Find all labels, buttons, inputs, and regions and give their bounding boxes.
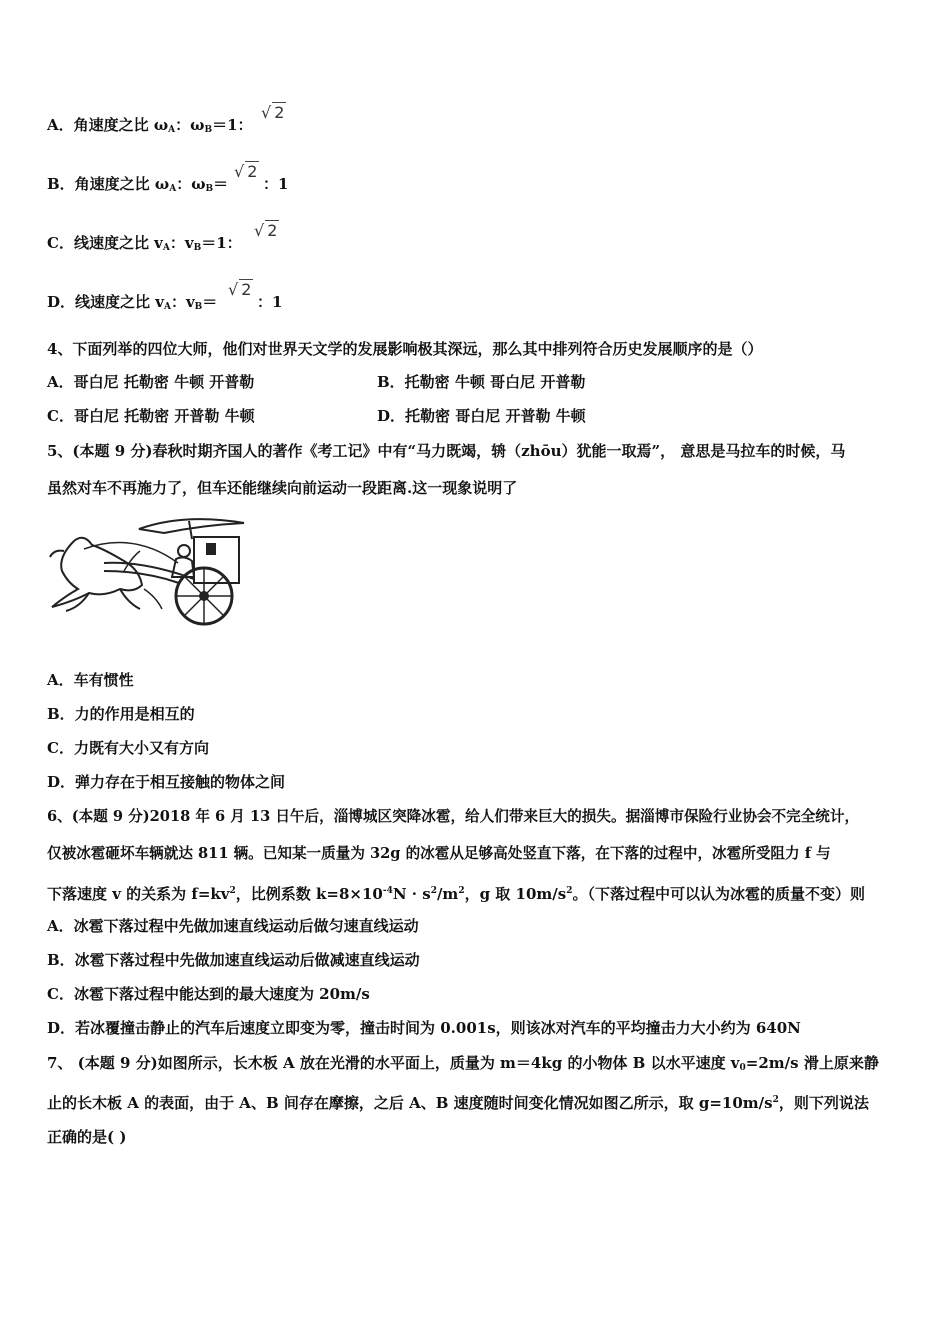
q6-stem-line3: 下落速度 v 的关系为 $f=kv^2$，比例系数 $k=8\times 10^{-4}N \cdot s^2/m^2$，g 取 $10m/s^2$。（下落过程中可以认为冰雹的质量不变）则 (47, 885, 865, 903)
q4-option-a: A．哥白尼 托勒密 牛顿 开普勒 (47, 373, 255, 391)
q6-option-d: D．若冰覆撞击静止的汽车后速度立即变为零，撞击时间为 0.001s，则该冰对汽车的平均撞击力大小约为 640N (47, 1019, 801, 1037)
q4-option-d: D．托勒密 哥白尼 开普勒 牛顿 (377, 407, 586, 425)
q3-option-b: B．角速度之比 $\omega_A$：$\omega_B=$ (47, 175, 229, 194)
horse-chariot-illustration (44, 511, 249, 636)
q7-stem-line1: 7、 (本题 9 分)如图所示，长木板 A 放在光滑的水平面上，质量为 m＝4kg 的小物体 B 以水平速度 $v_0=2m/s$ 滑上原来静 (47, 1054, 879, 1073)
q5-stem-line2: 虽然对车不再施力了，但车还能继续向前运动一段距离.这一现象说明了 (47, 479, 518, 497)
q5-stem-line1: 5、(本题 9 分)春秋时期齐国人的著作《考工记》中有“马力既竭，辀（zhōu）犹能一取焉”， 意思是马拉车的时候，马 (47, 442, 846, 460)
sqrt-symbol: √ 2 (261, 103, 285, 122)
q6-option-c: C．冰雹下落过程中能达到的最大速度为 20m/s (47, 985, 370, 1003)
sqrt-symbol: √ 2 (254, 221, 278, 240)
q4-stem: 4、下面列举的四位大师，他们对世界天文学的发展影响极其深远，那么其中排列符合历史发展顺序的是（） (47, 340, 763, 358)
q7-stem-line3: 正确的是( ) (47, 1128, 127, 1146)
q4-option-c: C．哥白尼 托勒密 开普勒 牛顿 (47, 407, 255, 425)
q6-stem-line2: 仅被冰雹砸坏车辆就达 811 辆。已知某一质量为 32g 的冰雹从足够高处竖直下落，在下落的过程中，冰雹所受阻力 f 与 (47, 845, 831, 862)
q3-option-d: D．线速度之比 $v_A$：$v_B=$ (47, 293, 218, 312)
q3-option-d-after: ：1 (257, 293, 283, 311)
sqrt-symbol: √ 2 (228, 280, 252, 299)
q3-option-b-after: ：1 (263, 175, 289, 193)
q4-option-b: B．托勒密 牛顿 哥白尼 开普勒 (377, 373, 586, 391)
q3-option-c: C．线速度之比 $v_A$：$v_B=1$： (47, 234, 242, 253)
q5-option-d: D．弹力存在于相互接触的物体之间 (47, 773, 286, 791)
q3-option-a: A．角速度之比 $\omega_A$：$\omega_B=1$： (47, 116, 253, 135)
q5-option-c: C．力既有大小又有方向 (47, 739, 209, 757)
q6-option-b: B．冰雹下落过程中先做加速直线运动后做减速直线运动 (47, 951, 420, 969)
q7-stem-line2: 止的长木板 A 的表面，由于 A、B 间存在摩擦，之后 A、B 速度随时间变化情况如图乙所示，取 $g=10m/s^2$，则下列说法 (47, 1094, 869, 1112)
q6-option-a: A．冰雹下落过程中先做加速直线运动后做匀速直线运动 (47, 917, 419, 935)
sqrt-symbol: √ 2 (234, 162, 258, 181)
q5-option-b: B．力的作用是相互的 (47, 705, 195, 723)
q5-option-a: A．车有惯性 (47, 671, 134, 689)
q6-stem-line1: 6、(本题 9 分)2018 年 6 月 13 日午后，淄博城区突降冰雹，给人们带来巨大的损失。据淄博市保险行业协会不完全统计， (47, 808, 860, 825)
